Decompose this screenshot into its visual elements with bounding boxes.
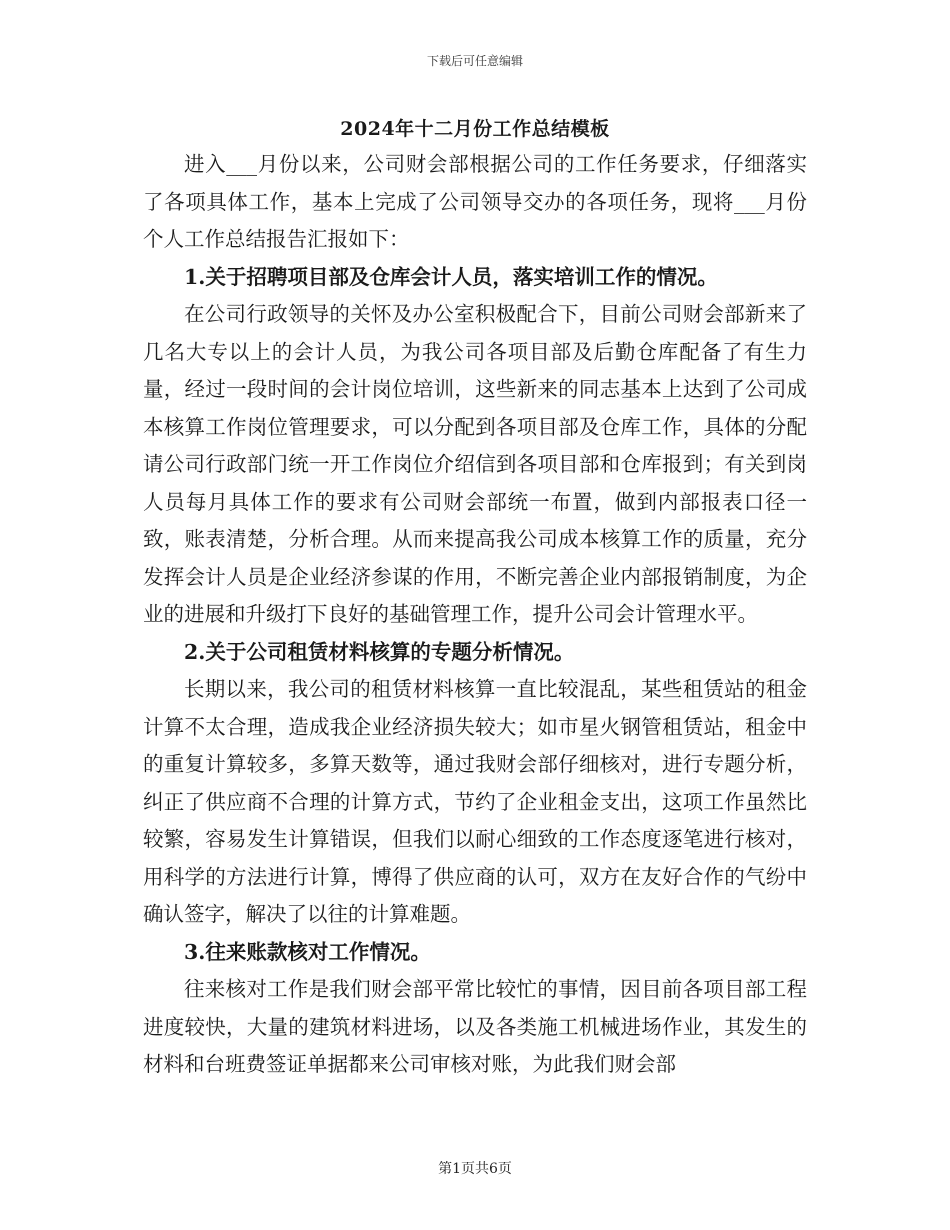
section-heading-3: 3.往来账款核对工作情况。	[184, 939, 431, 964]
section-3-paragraph: 往来核对工作是我们财会部平常比较忙的事情，因目前各项目部工程进度较快，大量的建筑材料进场，以及各类施工机械进场作业，其发生的材料和台班费签证单据都来公司审核对账，为此我们财会部	[143, 977, 807, 1076]
intro-paragraph: 进入___月份以来，公司财会部根据公司的工作任务要求，仔细落实了各项具体工作，基本上完成了公司领导交办的各项任务，现将___月份个人工作总结报告汇报如下：	[143, 152, 807, 251]
page-number: 第1页共6页	[438, 1161, 512, 1177]
document-body	[143, 146, 807, 1084]
section-heading-2: 2.关于公司租赁材料核算的专题分析情况。	[184, 639, 575, 664]
document-title: 2024年十二月份工作总结模板	[340, 118, 610, 140]
section-2-paragraph: 长期以来，我公司的租赁材料核算一直比较混乱，某些租赁站的租金计算不太合理，造成我企业经济损失较大；如市星火钢管租赁站，租金中的重复计算较多，多算天数等，通过我财会部仔细核对，进行专题分析，纠正了供应商不合理的计算方式，节约了企业租金支出，这项工作虽然比较繁，容易发生计算错误，但我们以耐心细致的工作态度逐笔进行核对，用科学的方法进行计算，博得了供应商的认可，双方在友好合作的气纷中确认签字，解决了以往的计算难题。	[143, 677, 807, 926]
section-1-paragraph: 在公司行政领导的关怀及办公室积极配合下，目前公司财会部新来了几名大专以上的会计人员，为我公司各项目部及后勤仓库配备了有生力量，经过一段时间的会计岗位培训，这些新来的同志基本上达到了公司成本核算工作岗位管理要求，可以分配到各项目部及仓库工作，具体的分配请公司行政部门统一开工作岗位介绍信到各项目部和仓库报到；有关到岗人员每月具体工作的要求有公司财会部统一布置，做到内部报表口径一致，账表清楚，分析合理。从而来提高我公司成本核算工作的质量，充分发挥会计人员是企业经济参谋的作用，不断完善企业内部报销制度，为企业的进展和升级打下良好的基础管理工作，提升公司会计管理水平。	[143, 302, 807, 626]
page-header-note: 下载后可任意编辑	[426, 54, 523, 68]
section-heading-1: 1.关于招聘项目部及仓库会计人员，落实培训工作的情况。	[184, 264, 718, 289]
